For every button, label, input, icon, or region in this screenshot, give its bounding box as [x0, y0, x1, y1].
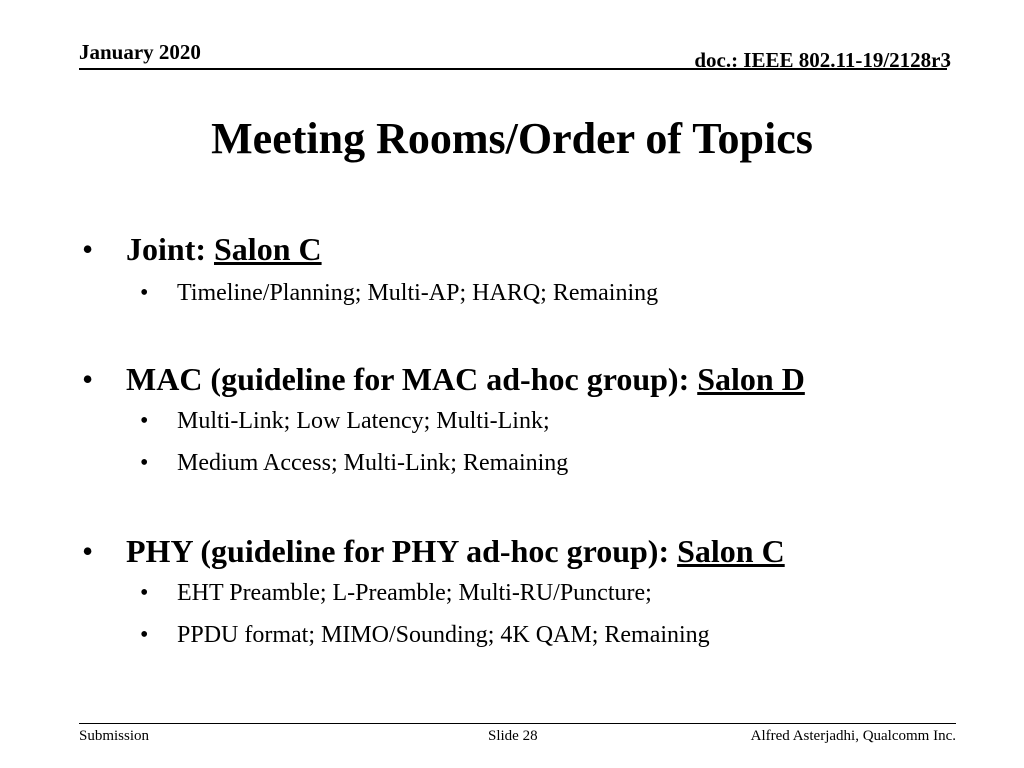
bullet: •	[82, 533, 94, 569]
section-label: Joint:	[126, 231, 214, 267]
slide-title: Meeting Rooms/Order of Topics	[211, 114, 813, 163]
section-label: MAC (guideline for MAC ad-hoc group):	[126, 361, 698, 397]
item-text: PPDU format; MIMO/Sounding; 4K QAM; Remaining	[177, 622, 710, 648]
list-item	[140, 450, 568, 477]
room-name: Salon C	[677, 533, 785, 569]
header-doc-id: doc.: IEEE 802.11-19/2128r3	[694, 48, 951, 72]
list-item	[140, 280, 658, 307]
footer-author: Alfred Asterjadhi, Qualcomm Inc.	[750, 728, 956, 744]
list-item	[140, 408, 550, 435]
bullet: •	[82, 231, 94, 267]
list-item	[140, 580, 652, 607]
item-text: EHT Preamble; L-Preamble; Multi-RU/Puncture;	[177, 580, 652, 606]
bullet: •	[140, 580, 149, 606]
item-text: Multi-Link; Low Latency; Multi-Link;	[177, 408, 550, 434]
room-name: Salon D	[697, 361, 805, 397]
bullet: •	[140, 622, 149, 648]
room-name: Salon C	[214, 231, 322, 267]
header-date: January 2020	[79, 40, 201, 64]
footer-submission: Submission	[79, 728, 150, 744]
item-text: Medium Access; Multi-Link; Remaining	[177, 450, 569, 476]
section-label: PHY (guideline for PHY ad-hoc group):	[126, 533, 678, 569]
section-phy	[82, 533, 785, 570]
bullet: •	[82, 361, 94, 397]
header-divider	[79, 68, 947, 70]
section-joint	[82, 231, 322, 268]
bullet: •	[140, 280, 149, 306]
item-text: Timeline/Planning; Multi-AP; HARQ; Remaining	[177, 280, 659, 306]
footer-slide-number: Slide 28	[488, 728, 538, 744]
footer-divider	[79, 723, 956, 724]
section-mac	[82, 361, 805, 398]
bullet: •	[140, 408, 149, 434]
list-item	[140, 622, 710, 649]
bullet: •	[140, 450, 149, 476]
